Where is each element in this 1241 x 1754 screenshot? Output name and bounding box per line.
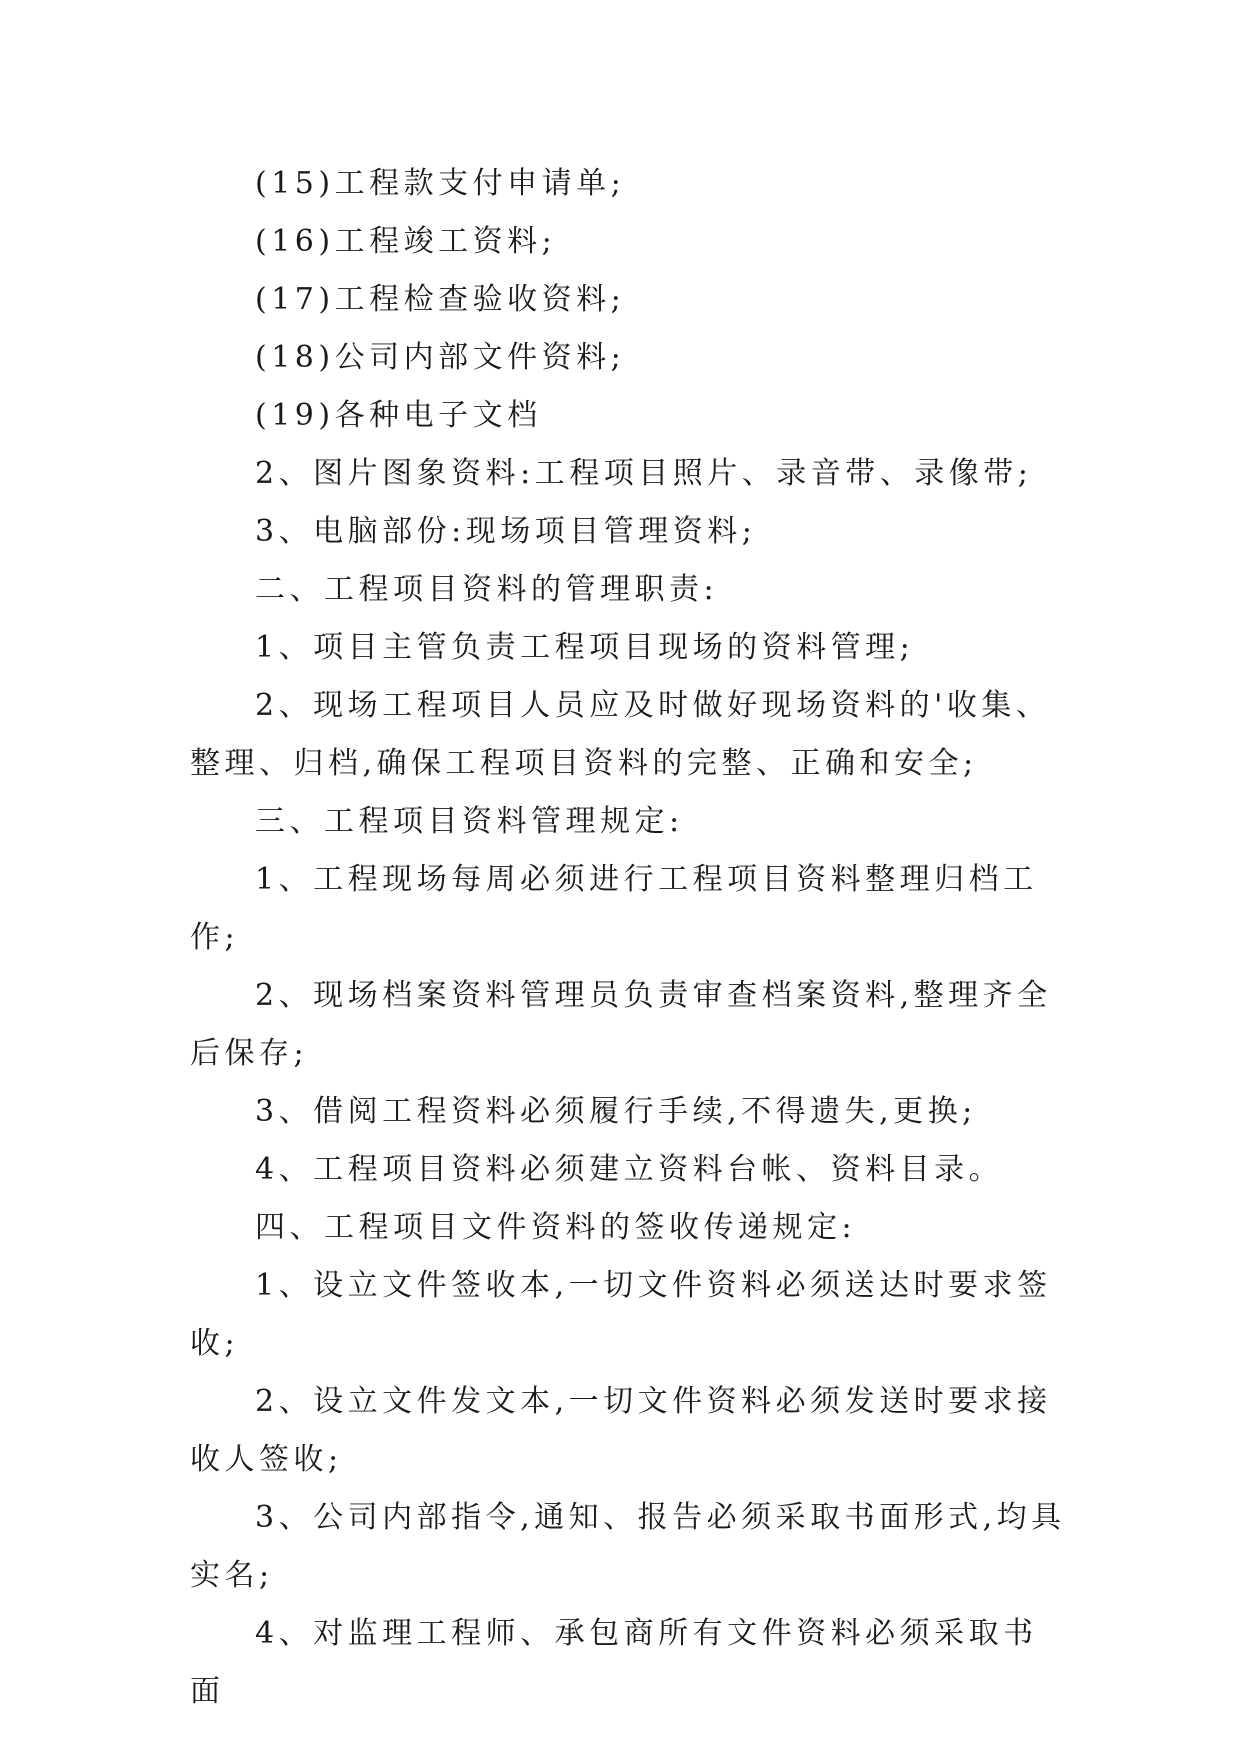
paragraph-item-19: (19)各种电子文档 bbox=[255, 398, 542, 433]
section-heading-regulations: 三、工程项目资料管理规定: bbox=[255, 804, 684, 839]
paragraph-item-15: (15)工程款支付申请单; bbox=[255, 166, 626, 201]
document-body bbox=[190, 155, 1070, 1721]
paragraph-regulation-1: 1、工程现场每周必须进行工程项目资料整理归档工作; bbox=[190, 862, 1038, 955]
paragraph-transmission-4: 4、对监理工程师、承包商所有文件资料必须采取书面 bbox=[190, 1616, 1038, 1709]
paragraph-transmission-3: 3、公司内部指令,通知、报告必须采取书面形式,均具实名; bbox=[190, 1500, 1066, 1593]
paragraph-item-17: (17)工程检查验收资料; bbox=[255, 282, 626, 317]
paragraph-transmission-1: 1、设立文件签收本,一切文件资料必须送达时要求签收; bbox=[190, 1268, 1052, 1361]
paragraph-responsibility-2: 2、现场工程项目人员应及时做好现场资料的'收集、整理、归档,确保工程项目资料的完整、正确和安全; bbox=[190, 688, 1051, 781]
paragraph-image-materials: 2、图片图象资料:工程项目照片、录音带、录像带; bbox=[255, 456, 1033, 491]
paragraph-regulation-3: 3、借阅工程资料必须履行手续,不得遗失,更换; bbox=[255, 1094, 977, 1129]
paragraph-regulation-2: 2、现场档案资料管理员负责审查档案资料,整理齐全后保存; bbox=[190, 978, 1052, 1071]
paragraph-computer-materials: 3、电脑部份:现场项目管理资料; bbox=[255, 514, 757, 549]
section-heading-responsibilities: 二、工程项目资料的管理职责: bbox=[255, 572, 719, 607]
paragraph-item-16: (16)工程竣工资料; bbox=[255, 224, 557, 259]
paragraph-regulation-4: 4、工程项目资料必须建立资料台帐、资料目录。 bbox=[255, 1152, 1004, 1187]
paragraph-responsibility-1: 1、项目主管负责工程项目现场的资料管理; bbox=[255, 630, 915, 665]
paragraph-item-18: (18)公司内部文件资料; bbox=[255, 340, 626, 375]
section-heading-transmission: 四、工程项目文件资料的签收传递规定: bbox=[255, 1210, 857, 1245]
paragraph-transmission-2: 2、设立文件发文本,一切文件资料必须发送时要求接收人签收; bbox=[190, 1384, 1052, 1477]
